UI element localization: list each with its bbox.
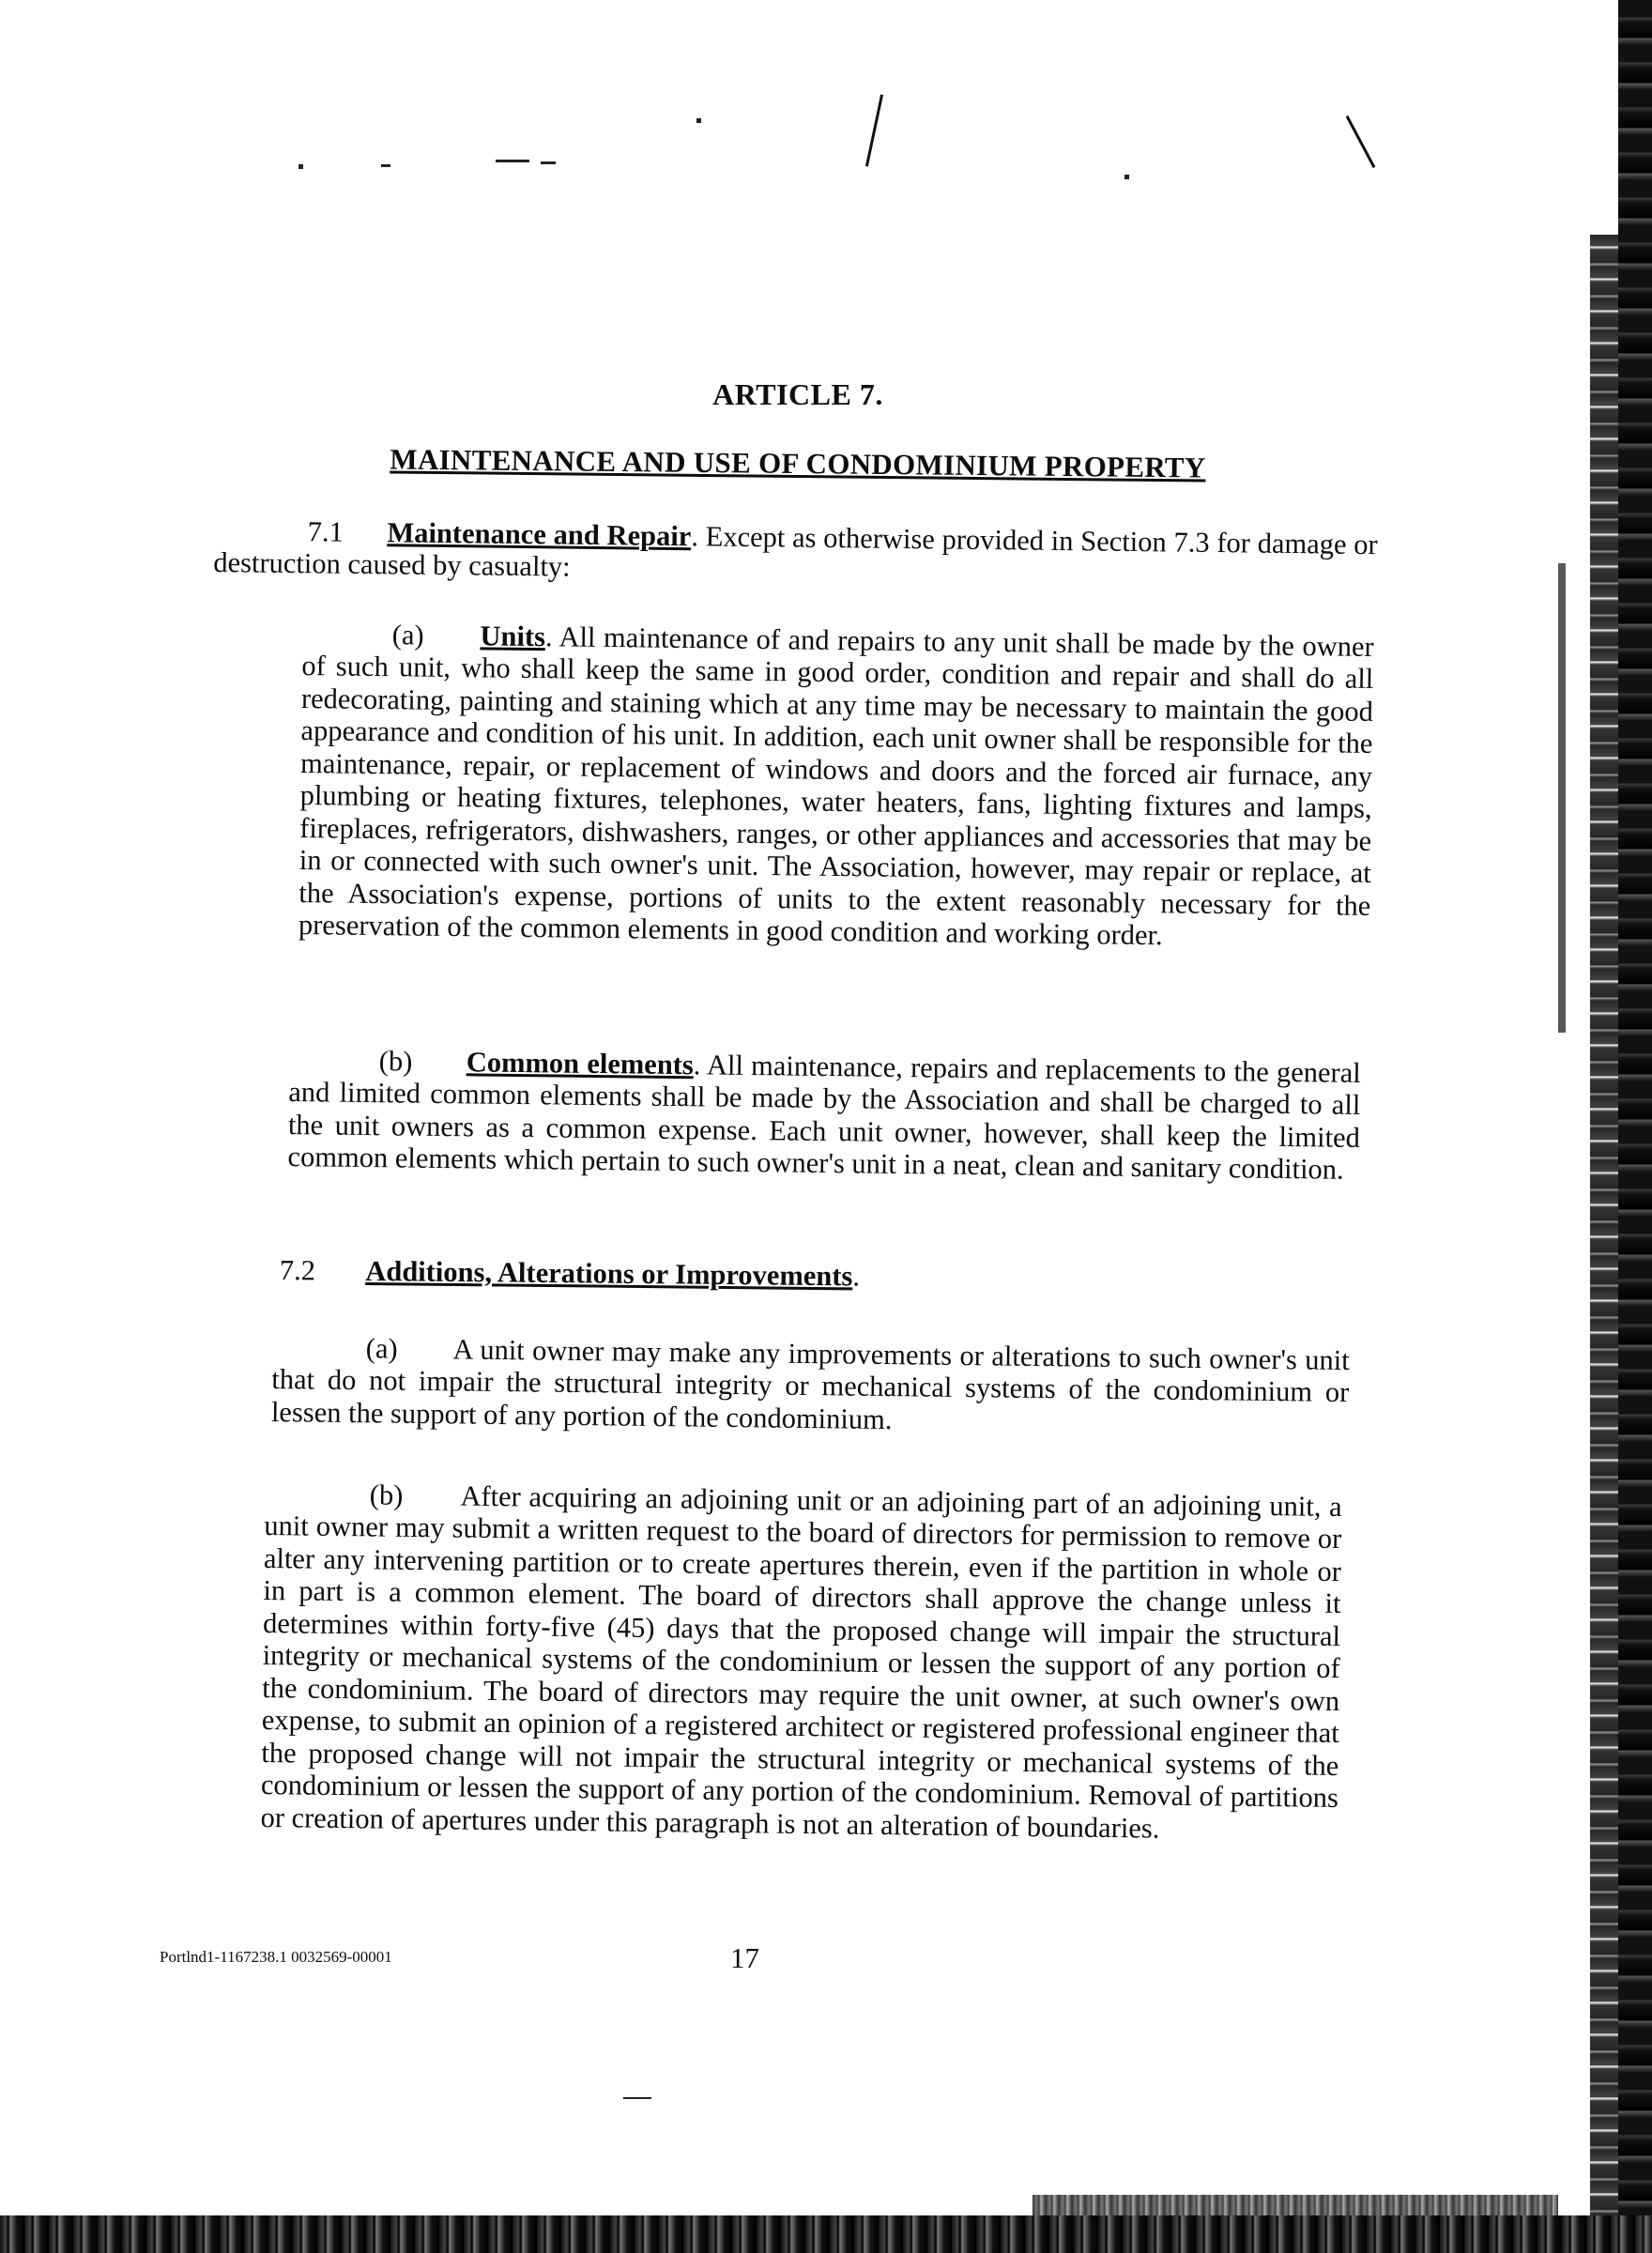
section-7-2-heading: Additions, Alterations or Improvements xyxy=(365,1254,853,1293)
section-7-1-intro-text: . Except as otherwise provided in Section 7.3 for damage or destruction caused by casualty: xyxy=(213,520,1378,584)
section-7-2-b xyxy=(260,1478,1342,1847)
section-7-2-b-text: After acquiring an adjoining unit or an adjoining part of an adjoining unit, a unit owner may submit a written request to the board of directors for permission to remove or alter any intervening partition or to create apertures therein, even if the partition in whole or in part is a common element. The board of directors shall approve the change unless it determines within forty-five (45) days that the proposed change will impair the structural integrity or mechanical systems of the condominium or lessen the support of any portion of the condominium. The board of directors may require the unit owner, at such owner's own expense, to submit an opinion of a registered architect or registered professional engineer that the proposed change will not impair the structural integrity or mechanical systems of the condominium or lessen the support of any portion of the condominium. Removal of partitions or creation of apertures under this paragraph is not an alteration of boundaries. xyxy=(260,1479,1342,1845)
scan-edge-right-inner xyxy=(1590,235,1618,2253)
section-7-1-heading: Maintenance and Repair xyxy=(387,516,692,553)
section-7-2-b-label: (b) xyxy=(369,1479,404,1511)
scan-mark xyxy=(1346,115,1376,168)
section-7-1-b-heading: Common elements xyxy=(466,1046,695,1081)
section-7-2-a xyxy=(271,1331,1350,1441)
section-7-1-a-label: (a) xyxy=(391,619,424,651)
section-7-2-a-text: A unit owner may make any improvements or alterations to such owner's unit that do not impair the structural integrity or mechanical systems of the condominium or lessen the support of any portion of the condominium. xyxy=(270,1333,1350,1435)
section-7-1-b-label: (b) xyxy=(378,1045,413,1078)
scan-speck xyxy=(381,164,390,167)
section-7-2-a-label: (a) xyxy=(365,1332,398,1365)
scan-edge-bottom-inner xyxy=(1032,2195,1558,2215)
section-7-1-intro xyxy=(213,514,1378,593)
scan-edge-bottom xyxy=(0,2215,1652,2253)
scan-speck xyxy=(1124,175,1129,179)
scan-mark xyxy=(1558,563,1566,1033)
article-title: MAINTENANCE AND USE OF CONDOMINIUM PROPERTY xyxy=(390,442,1206,484)
section-7-2-number: 7.2 xyxy=(279,1254,316,1287)
scan-edge-right xyxy=(1618,0,1652,2253)
document-id: Portlnd1-1167238.1 0032569-00001 xyxy=(160,1948,392,1966)
article-number: ARTICLE 7. xyxy=(712,377,883,411)
section-7-1-number: 7.1 xyxy=(307,515,344,548)
scan-speck xyxy=(298,164,303,169)
scan-speck xyxy=(541,161,556,164)
section-7-2-title xyxy=(280,1254,861,1293)
section-7-1-a-heading: Units xyxy=(480,620,546,653)
scan-speck xyxy=(496,160,529,162)
scan-speck xyxy=(623,2097,651,2099)
section-7-1-a-text: . All maintenance of and repairs to any unit shall be made by the owner of such unit, who shall keep the same in good order, condition and repair and shall do all redecorating, painting and staining which at any time may be necessary to maintain the good appearance and condition of his unit. In addition, each unit owner shall be responsible for the maintenance, repair, or replacement of windows and doors and the forced air furnace, any plumbing or heating fixtures, telephones, water heaters, fans, lighting fixtures and lamps, fireplaces, refrigerators, dishwashers, ranges, or other appliances and accessories that may be in or connected with such owner's unit. The Association, however, may repair or replace, at the Association's expense, portions of units to the extent reasonably necessary for the preservation of the common elements in good condition and working order. xyxy=(298,621,1374,952)
scan-mark xyxy=(865,95,883,167)
scan-speck xyxy=(696,118,701,123)
page-number: 17 xyxy=(730,1941,759,1974)
section-7-1-b xyxy=(287,1044,1361,1187)
section-7-2-period: . xyxy=(852,1260,861,1293)
section-7-1-a xyxy=(298,618,1374,954)
section-7-1-b-text: . All maintenance, repairs and replacements to the general and limited common elements shall be made by the Association and shall be charged to all the unit owners as a common expense. Each unit owner, however, shall keep the limited common elements which pertain to such owner's unit in a neat, clean and sanitary condition. xyxy=(287,1049,1361,1187)
